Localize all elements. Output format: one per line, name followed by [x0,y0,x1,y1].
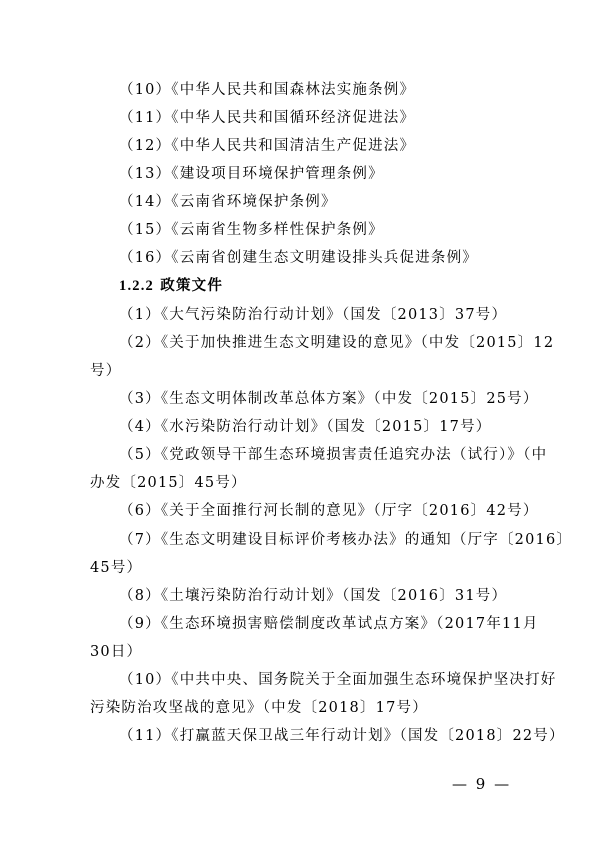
policy-item-4: （4）《水污染防治行动计划》（国发〔2015〕17号） [119,419,492,435]
section-number: 1.2.2 [119,278,154,294]
policy-item-8: （8）《土壤污染防治行动计划》（国发〔2016〕31号） [119,588,508,604]
policy-item-5-line-1: （5）《党政领导干部生态环境损害责任追究办法（试行）》（中 [119,447,548,463]
law-item-16: （16）《云南省创建生态文明建设排头兵促进条例》 [119,250,478,266]
law-item-13: （13）《建设项目环境保护管理条例》 [119,166,384,182]
law-item-12: （12）《中华人民共和国清洁生产促进法》 [119,138,416,154]
policy-item-6: （6）《关于全面推行河长制的意见》（厅字〔2016〕42号） [119,503,539,519]
policy-item-7-line-2: 45号） [90,560,143,576]
policy-item-5-line-2: 办发〔2015〕45号） [90,475,247,491]
law-item-14: （14）《云南省环境保护条例》 [119,194,337,210]
law-item-10: （10）《中华人民共和国森林法实施条例》 [119,82,416,98]
policy-item-7-line-1: （7）《生态文明建设目标评价考核办法》的通知（厅字〔2016〕 [119,532,573,548]
page-number: — 9 — [452,775,512,793]
policy-item-9-line-2: 30日） [90,644,143,660]
policy-item-2-line-2: 号） [90,363,122,379]
policy-item-2-line-1: （2）《关于加快推进生态文明建设的意见》（中发〔2015〕12 [119,335,555,351]
policy-item-9-line-1: （9）《生态环境损害赔偿制度改革试点方案》（2017年11月 [119,616,539,632]
law-item-15: （15）《云南省生物多样性保护条例》 [119,222,384,238]
section-heading [119,276,549,296]
section-title: 政策文件 [160,277,224,294]
law-item-11: （11）《中华人民共和国循环经济促进法》 [119,110,416,126]
policy-item-10-line-2: 污染防治攻坚战的意见》（中发〔2018〕17号） [90,700,428,716]
policy-item-10-line-1: （10）《中共中央、国务院关于全面加强生态环境保护坚决打好 [119,672,557,688]
policy-item-1: （1）《大气污染防治行动计划》（国发〔2013〕37号） [119,307,508,323]
policy-item-11: （11）《打赢蓝天保卫战三年行动计划》（国发〔2018〕22号） [119,728,565,744]
policy-item-3: （3）《生态文明体制改革总体方案》（中发〔2015〕25号） [119,391,539,407]
